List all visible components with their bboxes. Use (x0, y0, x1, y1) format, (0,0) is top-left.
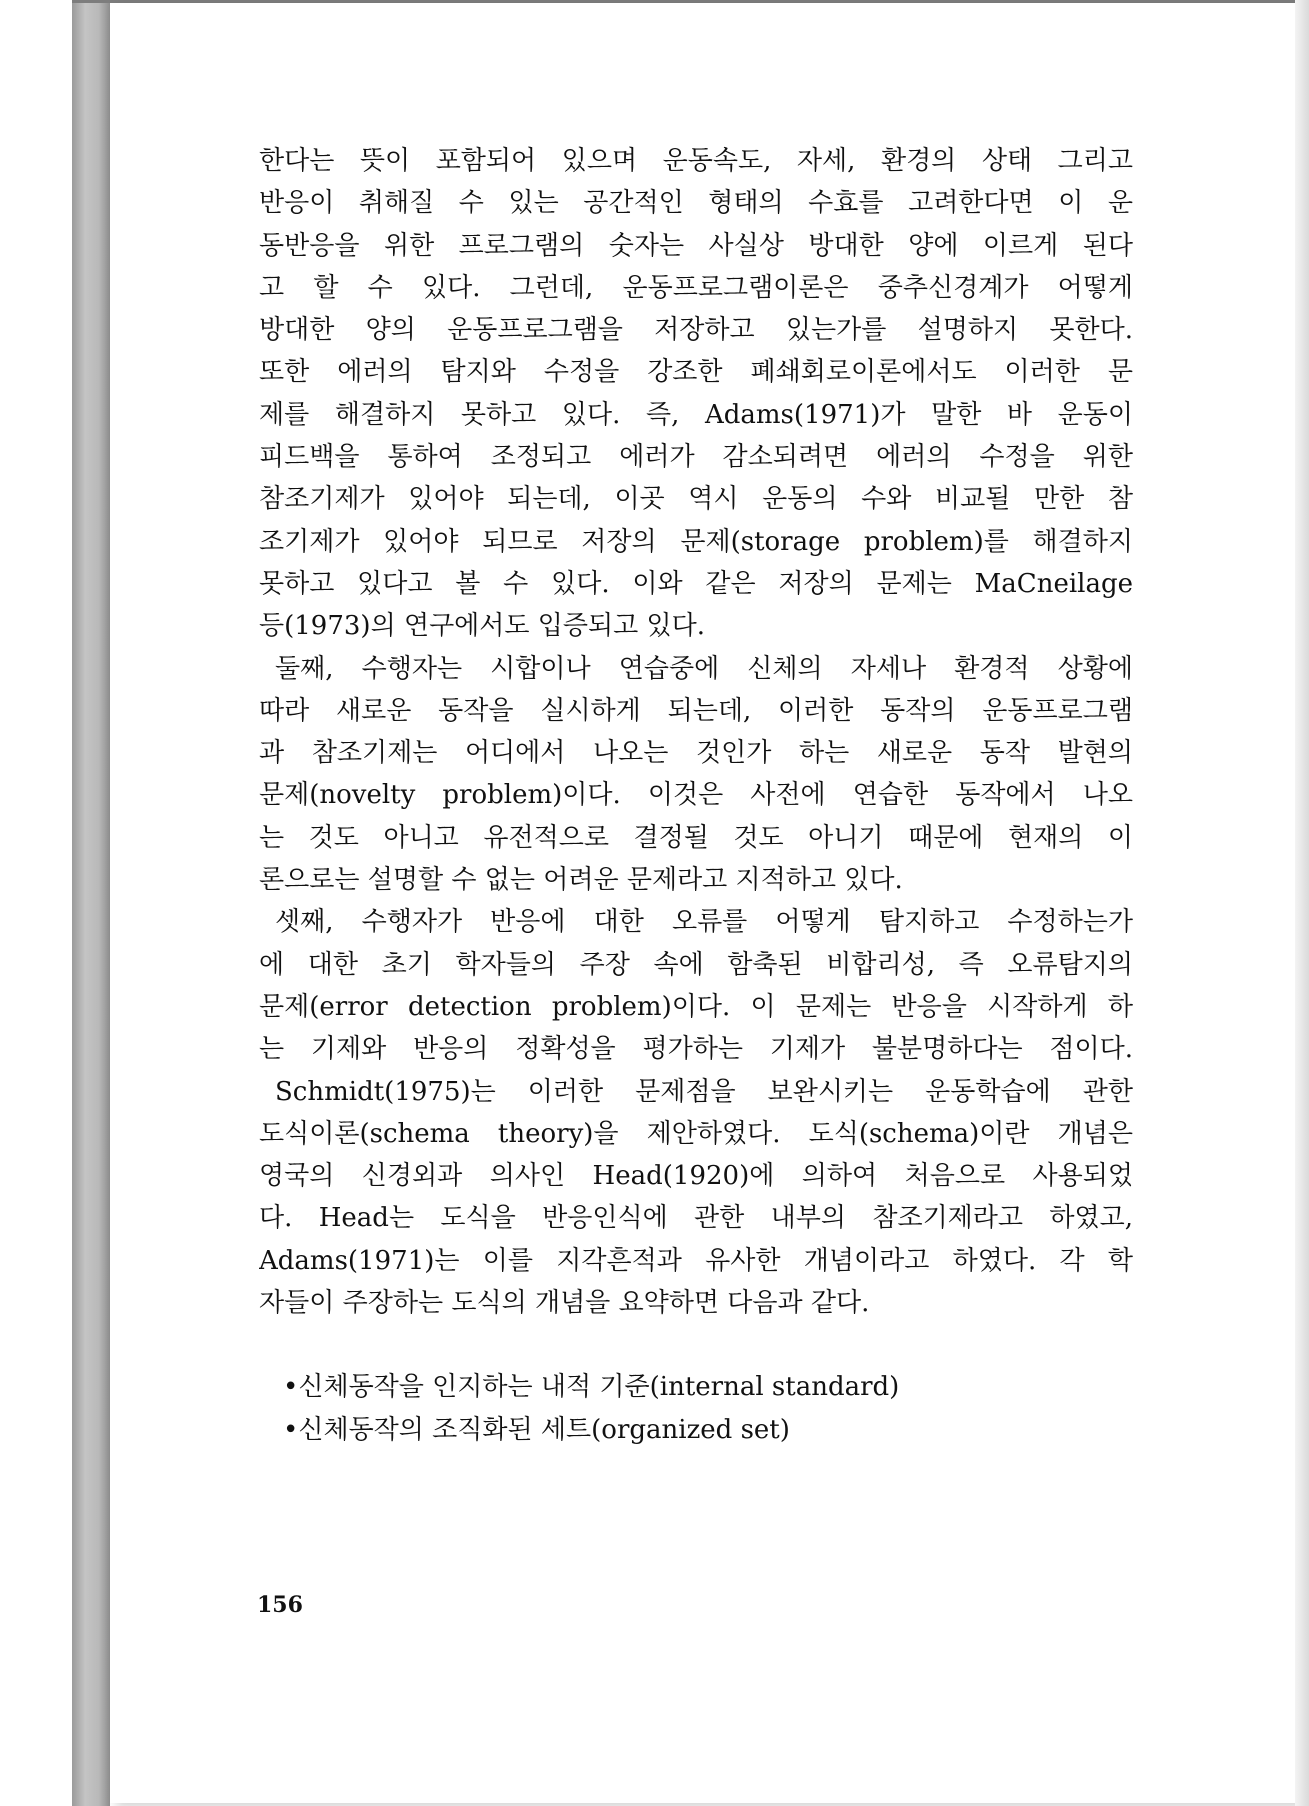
text-line: Adams(1971)는 이를 지각흔적과 유사한 개념이라고 하였다. 각 학 (259, 1245, 1133, 1276)
text-line: 한다는 뜻이 포함되어 있으며 운동속도, 자세, 환경의 상태 그리고 (259, 146, 1133, 176)
paragraph-start-line: Schmidt(1975)는 이러한 문제점을 보완시키는 운동학습에 관한 (275, 1076, 1133, 1107)
text-line: 또한 에러의 탐지와 수정을 강조한 폐쇄회로이론에서도 이러한 문 (259, 357, 1133, 388)
paragraph-start-line: 둘째, 수행자는 시합이나 연습중에 신체의 자세나 환경적 상황에 (275, 653, 1133, 684)
text-line: 자들이 주장하는 도식의 개념을 요약하면 다음과 같다. (259, 1288, 870, 1319)
text-line: 에 대한 초기 학자들의 주장 속에 함축된 비합리성, 즉 오류탐지의 (259, 949, 1133, 980)
text-line: 영국의 신경외과 의사인 Head(1920)에 의하여 처음으로 사용되었 (259, 1161, 1133, 1192)
text-line: 는 기제와 반응의 정확성을 평가하는 기제가 불분명하다는 점이다. (259, 1034, 1133, 1065)
text-line: 참조기제가 있어야 되는데, 이곳 역시 운동의 수와 비교될 만한 참 (259, 484, 1133, 515)
text-line: 못하고 있다고 볼 수 있다. 이와 같은 저장의 문제는 MaCneilage (259, 568, 1133, 599)
text-line: 과 참조기제는 어디에서 나오는 것인가 하는 새로운 동작 발현의 (259, 738, 1133, 769)
text-line: 반응이 취해질 수 있는 공간적인 형태의 수효를 고려한다면 이 운 (259, 188, 1133, 219)
page-number: 156 (257, 1592, 303, 1618)
page-right-edge (1295, 0, 1309, 1806)
text-line: 는 것도 아니고 유전적으로 결정될 것도 아니기 때문에 현재의 이 (259, 822, 1133, 853)
text-line: 고 할 수 있다. 그런데, 운동프로그램이론은 중추신경계가 어떻게 (259, 272, 1133, 303)
text-line: 등(1973)의 연구에서도 입증되고 있다. (259, 611, 706, 642)
text-line: 다. Head는 도식을 반응인식에 관한 내부의 참조기제라고 하였고, (259, 1203, 1133, 1234)
text-line: 조기제가 있어야 되므로 저장의 문제(storage problem)를 해결하지 (259, 526, 1133, 557)
text-line: 방대한 양의 운동프로그램을 저장하고 있는가를 설명하지 못한다. (259, 315, 1133, 346)
text-line: 문제(novelty problem)이다. 이것은 사전에 연습한 동작에서 나오 (259, 780, 1133, 811)
text-line: 피드백을 통하여 조정되고 에러가 감소되려면 에러의 수정을 위한 (259, 442, 1133, 473)
text-line: 도식이론(schema theory)을 제안하였다. 도식(schema)이란 개념은 (259, 1118, 1133, 1149)
paragraph-start-line: 셋째, 수행자가 반응에 대한 오류를 어떻게 탐지하고 수정하는가 (275, 907, 1133, 938)
body-text (259, 140, 1133, 1451)
section-gap (259, 1324, 1133, 1366)
text-line: 제를 해결하지 못하고 있다. 즉, Adams(1971)가 말한 바 운동이 (259, 399, 1133, 430)
bullet-item: •신체동작을 인지하는 내적 기준(internal standard) (283, 1372, 900, 1403)
text-line: 따라 새로운 동작을 실시하게 되는데, 이러한 동작의 운동프로그램 (259, 695, 1133, 726)
book-spine (72, 0, 110, 1806)
text-line: 동반응을 위한 프로그램의 숫자는 사실상 방대한 양에 이르게 된다 (259, 230, 1133, 261)
text-line: 문제(error detection problem)이다. 이 문제는 반응을 시작하게 하 (259, 991, 1133, 1022)
text-line: 론으로는 설명할 수 없는 어려운 문제라고 지적하고 있다. (259, 865, 903, 896)
bullet-item: •신체동작의 조직화된 세트(organized set) (283, 1414, 790, 1445)
